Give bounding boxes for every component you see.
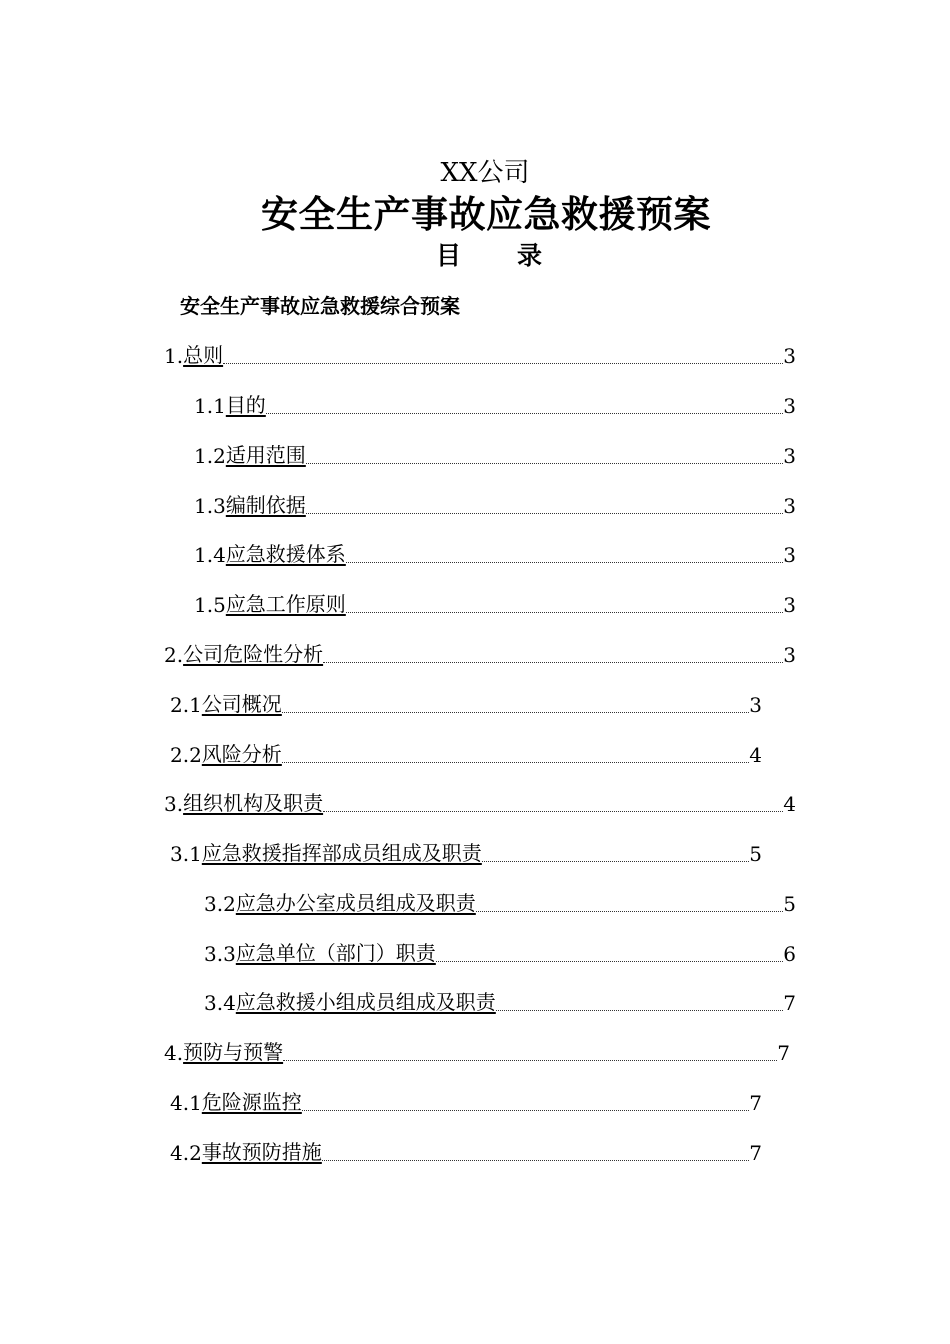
toc-entry[interactable] [164,639,796,667]
toc-leader [306,462,783,464]
toc-entry[interactable] [170,1137,762,1165]
toc-entry-page: 3 [749,693,762,717]
toc-entry-number: 1. [164,344,184,368]
toc-entry-number: 1.1 [194,394,226,418]
toc-entry[interactable] [170,689,762,717]
toc-entry-number: 1.2 [194,444,226,468]
toc-entry[interactable] [164,788,796,816]
toc-entry-number: 3.2 [204,892,236,916]
toc-entry-link[interactable]: 应急工作原则 [225,592,346,616]
toc-heading [0,236,950,272]
toc-heading-right: 录 [517,241,543,270]
toc-entry-link[interactable]: 总则 [183,343,224,367]
toc-entry[interactable] [164,1037,790,1065]
toc-entry-number: 1.5 [194,593,226,617]
toc-entry-page: 3 [783,494,796,518]
toc-entry-link[interactable]: 公司概况 [201,692,282,716]
toc-entry-number: 2.2 [170,743,202,767]
toc-entry[interactable] [164,340,796,368]
toc-entry-page: 3 [783,593,796,617]
toc-heading-left: 目 [435,241,461,270]
toc-entry-link[interactable]: 应急救援指挥部成员组成及职责 [201,841,482,865]
toc-entry-link[interactable]: 预防与预警 [183,1040,284,1064]
toc-entry-number: 4.2 [170,1141,202,1165]
toc-entry-link[interactable]: 风险分析 [201,742,282,766]
toc-entry-link[interactable]: 组织机构及职责 [183,791,324,815]
toc-entry-page: 6 [783,942,796,966]
toc-leader [282,711,749,713]
toc-entry-page: 7 [777,1041,790,1065]
toc-entry-link[interactable]: 编制依据 [225,493,306,517]
toc-leader [323,661,783,663]
toc-entry[interactable] [170,838,762,866]
toc-entry-page: 3 [783,643,796,667]
toc-entry-page: 3 [783,444,796,468]
toc-entry-link[interactable]: 应急救援体系 [225,542,346,566]
document-title: 安全生产事故应急救援预案 [261,192,711,236]
toc-entry[interactable] [194,440,796,468]
toc-entry-page: 7 [749,1091,762,1115]
toc-entry-link[interactable]: 目的 [225,393,266,417]
toc-entry-page: 7 [783,991,796,1015]
toc-entry[interactable] [194,390,796,418]
toc-entry[interactable] [204,987,796,1015]
toc-entry-link[interactable]: 公司危险性分析 [183,642,324,666]
toc-leader [283,1059,777,1061]
toc-entry-number: 4.1 [170,1091,202,1115]
toc-leader [302,1109,749,1111]
toc-entry-page: 7 [749,1141,762,1165]
toc-leader [482,860,749,862]
toc-leader [223,362,783,364]
toc-entry-page: 3 [783,543,796,567]
toc-entry-link[interactable]: 应急单位（部门）职责 [235,941,436,965]
toc-entry-link[interactable]: 危险源监控 [201,1090,302,1114]
toc-leader [282,761,749,763]
toc-entry-page: 3 [783,394,796,418]
toc-entry[interactable] [204,938,796,966]
company-name: XX公司 [440,158,530,188]
toc-entry[interactable] [194,589,796,617]
toc-entry[interactable] [194,490,796,518]
toc-leader [266,412,783,414]
toc-entry-page: 4 [783,792,796,816]
toc-leader [496,1009,783,1011]
toc-entry-number: 1.3 [194,494,226,518]
toc-entry[interactable] [194,539,796,567]
toc-entry-link[interactable]: 事故预防措施 [201,1140,322,1164]
toc-leader [323,810,783,812]
toc-entry-number: 3.3 [204,942,236,966]
toc-entry-page: 5 [749,842,762,866]
toc-entry-link[interactable]: 应急办公室成员组成及职责 [235,891,476,915]
toc-entry-page: 5 [783,892,796,916]
toc-entry-link[interactable]: 适用范围 [225,443,306,467]
toc-leader [436,960,783,962]
toc-entry-page: 4 [749,743,762,767]
toc-leader [306,512,783,514]
toc-entry-link[interactable]: 应急救援小组成员组成及职责 [235,990,496,1014]
toc-entry-number: 2.1 [170,693,202,717]
toc-entry-number: 3. [164,792,184,816]
toc-entry[interactable] [170,739,762,767]
toc-entry-number: 3.4 [204,991,236,1015]
toc-leader [476,910,783,912]
toc-entry-number: 2. [164,643,184,667]
toc-subtitle: 安全生产事故应急救援综合预案 [180,294,460,318]
toc-entry-page: 3 [783,344,796,368]
toc-entry[interactable] [204,888,796,916]
toc-entry-number: 3.1 [170,842,202,866]
toc-leader [346,611,783,613]
toc-entry-number: 1.4 [194,543,226,567]
toc-entry-number: 4. [164,1041,184,1065]
toc-leader [322,1159,749,1161]
toc-leader [346,561,783,563]
toc-entry[interactable] [170,1087,762,1115]
